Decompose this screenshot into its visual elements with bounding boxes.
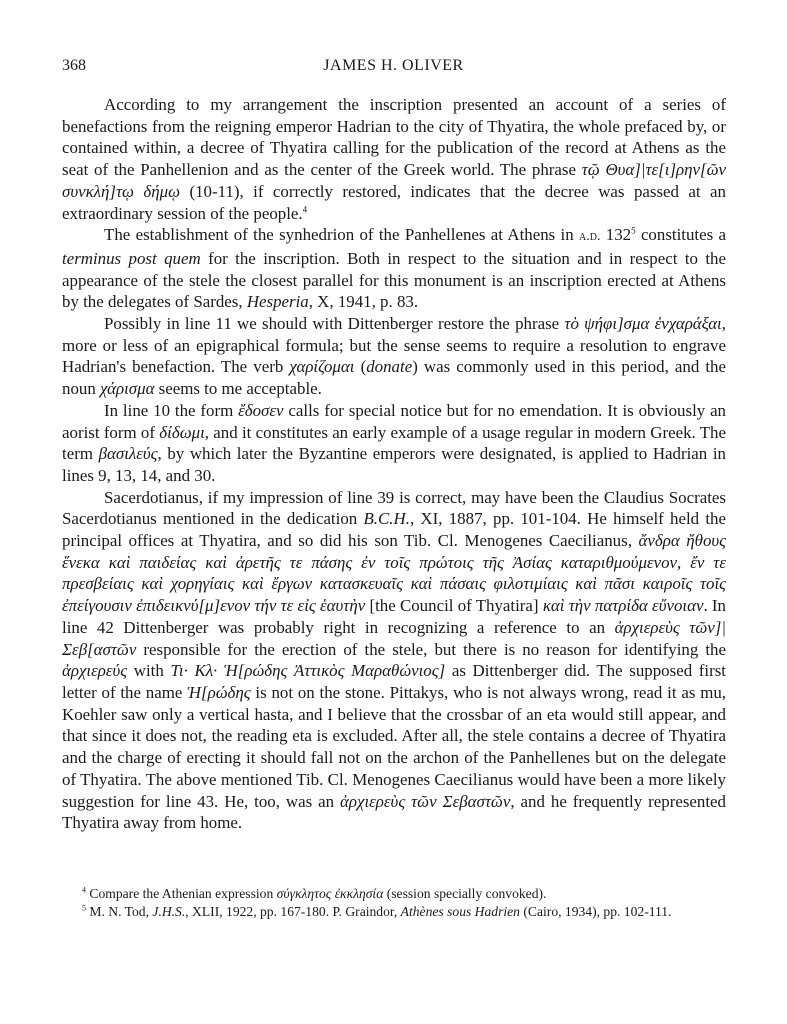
- greek-word: χάρισμα: [100, 379, 155, 399]
- footnotes: [62, 885, 726, 921]
- footnote-ref-4[interactable]: 4: [302, 203, 308, 214]
- footnote-4: $^4$ Compare the Athenian expression σύγκλητος ἐκκλησία (session specially convoked).: [82, 885, 547, 901]
- greek-phrase: τῷ Θυα]|τε[ι]ρην[ῶν συνκλή]τῳ δήμῳ: [62, 160, 726, 201]
- footnote-mark: 4: [82, 885, 86, 895]
- greek-phrase: σύγκλητος ἐκκλησία: [276, 886, 384, 901]
- paragraph-3: Possibly in line 11 we should with Dittenberger restore the phrase τὸ ψήφι]σμα ἐνχαράξαι, more or less of an epigraphical formula; but the sense seems to require a resolution to engrave Hadrian's benefaction. The verb χαρίζομαι (donate) was commonly used in this period, and the noun χάρισμα seems to me acceptable.: [62, 314, 727, 399]
- footnote-mark: 5: [82, 903, 86, 913]
- greek-word: ἀρχιερεύς: [62, 661, 128, 681]
- running-head: JAMES H. OLIVER: [323, 57, 464, 74]
- greek-word: χαρίζομαι: [289, 357, 355, 377]
- greek-word: βασιλεύς: [98, 444, 158, 464]
- page-number: 368: [62, 57, 86, 74]
- book-title: Athènes sous Hadrien: [400, 904, 520, 919]
- paragraph-5: Sacerdotianus, if my impression of line 39 is correct, may have been the Claudius Socrates Sacerdotianus mentioned in the dedication B.C.H., XI, 1887, pp. 101-104. He himself held the principal offices at Thyatira, and so did his son Tib. Cl. Menogenes Caecilianus, ἄνδρα ἤθους ἕνεκα καὶ παιδείας καὶ ἀρετῆς τε πάσης ἐν τοῖς πρώτοις τῆς Ἀσίας καταριθμούμενον, ἔν τε πρεσβείαις καὶ χορηγίαις καὶ ἔργων κατασκευαῖς καὶ πάσαις φιλοτιμίαις καὶ πᾶσι καιροῖς τοῖς ἐπείγουσιν ἐπιδεικνύ[μ]ενον τήν τε εἰς ἑαυτὴν [the Council of Thyatira] καὶ τὴν πατρίδα εὔνοιαν. In line 42 Dittenberger was probably right in recognizing a reference to an ἀρχιερεὺς τῶν]| Σεβ[αστῶν responsible for the erection of the stele, but there is no reason for identifying the ἀρχιερεύς with Τι· Κλ· Ἡ[ρώδης Ἀττικὸς Μαραθώνιος] as Dittenberger did. The supposed first letter of the name Ἡ[ρώδης is not on the stone. Pittakys, who is not always wrong, read it as mu, Koehler saw only a vertical hasta, and I believe that the crossbar of an eta would still appear, and that since it does not, the reading eta is excluded. After all, the stele contains a decree of Thyatira and the charge of erecting it should fall not on the archon of the Panhellenes but on the delegate of Thyatira. The above mentioned Tib. Cl. Menogenes Caecilianus would have been a more likely suggestion for line 43. He, too, was an ἀρχιερεὺς τῶν Σεβαστῶν, and he frequently represented Thyatira away from home.: [62, 487, 727, 833]
- footnote-ref-5[interactable]: 5: [631, 225, 636, 236]
- greek-word: ἔδοσεν: [238, 400, 284, 420]
- era-abbrev: a.d.: [579, 229, 601, 245]
- greek-phrase: τὸ ψήφι]σμα ἐνχαράξαι: [564, 314, 722, 334]
- paragraph-2: The establishment of the synhedrion of the Panhellenes at Athens in a.d. $132^5$ constitutes a terminus post quem for the inscription. Both in respect to the situation and in respect to the appearance of the stele the closest parallel for this monument is an inscription erected at Athens by the delegates of Sardes, Hesperia, X, 1941, p. 83.: [62, 225, 726, 312]
- greek-quote: ἄνδρα ἤθους ἕνεκα καὶ παιδείας καὶ ἀρετῆς τε πάσης ἐν τοῖς πρώτοις τῆς Ἀσίας καταριθμούμενον, ἔν τε πρεσβείαις καὶ χορηγίαις καὶ ἔργων κατασκευαῖς καὶ πάσαις φιλοτιμίαις καὶ πᾶσι καιροῖς τοῖς ἐπείγουσιν ἐπιδεικνύ[μ]ενον τήν τε εἰς ἑαυτὴν: [62, 531, 727, 616]
- greek-phrase: ἀρχιερεὺς τῶν]| Σεβ[αστῶν: [62, 617, 726, 659]
- greek-name: Ἡ[ρώδης: [187, 682, 251, 702]
- greek-phrase: καὶ τὴν πατρίδα εὔνοιαν: [542, 596, 704, 616]
- greek-name: Τι· Κλ· Ἡ[ρώδης Ἀττικὸς Μαραθώνιος]: [170, 661, 446, 681]
- paragraph-4: In line 10 the form ἔδοσεν calls for special notice but for no emendation. It is obviously an aorist form of δίδωμι, and it constitutes an early example of a usage regular in modern Greek. The term βασιλεύς, by which later the Byzantine emperors were designated, is applied to Hadrian in lines 9, 13, 14, and 30.: [62, 400, 727, 485]
- main-text: [62, 94, 726, 834]
- journal-title: J.H.S.: [152, 904, 186, 919]
- gloss: donate: [366, 357, 413, 377]
- journal-title: B.C.H.: [363, 509, 410, 529]
- paragraph-1: According to my arrangement the inscription presented an account of a series of benefactions from the reigning emperor Hadrian to the city of Thyatira, the whole prefaced by, or contained within, a decree of Thyatira calling for the publication of the record at Athens as the seat of the Panhellenion and as the center of the Greek world. The phrase τῷ Θυα]|τε[ι]ρην[ῶν συνκλή]τῳ δήμῳ (10-11), if correctly restored, indicates that the decree was passed at an extraordinary session of the people.$^4$: [62, 95, 726, 223]
- greek-word: δίδωμι: [159, 422, 205, 442]
- journal-title: Hesperia: [246, 292, 309, 312]
- greek-phrase: ἀρχιερεὺς τῶν Σεβαστῶν: [340, 791, 511, 811]
- latin-term: terminus post quem: [62, 248, 201, 268]
- footnote-5: $^5$ M. N. Tod, J.H.S., XLII, 1922, pp. 167-180. P. Graindor, Athènes sous Hadrien (Cairo, 1934), pp. 102-111.: [82, 903, 672, 919]
- page-header: [62, 57, 725, 81]
